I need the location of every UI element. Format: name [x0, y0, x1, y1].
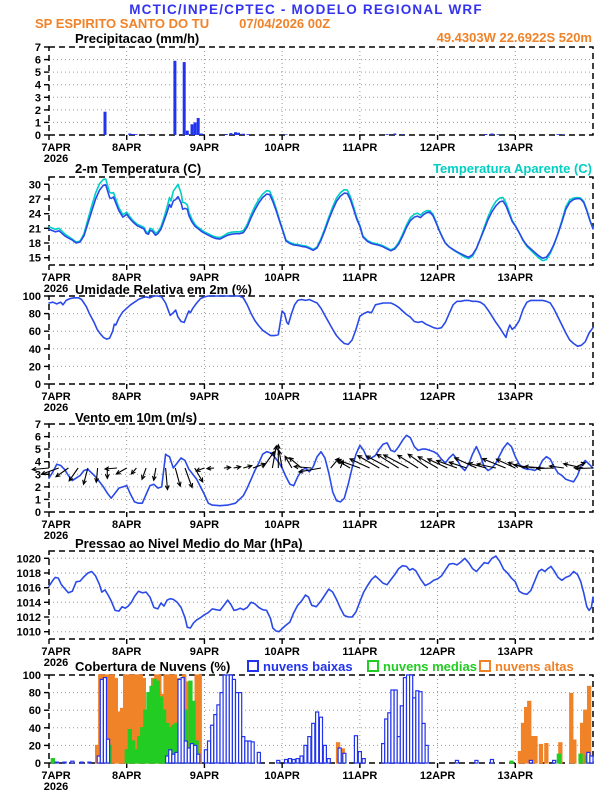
svg-text:1: 1	[34, 494, 41, 507]
svg-text:21: 21	[28, 223, 41, 236]
svg-text:9APR: 9APR	[189, 519, 220, 531]
svg-text:2026: 2026	[43, 283, 69, 295]
svg-text:2026: 2026	[43, 657, 69, 669]
svg-text:9APR: 9APR	[189, 142, 220, 154]
svg-text:8APR: 8APR	[112, 142, 142, 154]
svg-text:0: 0	[34, 758, 41, 770]
panel-title-precipitacao: Precipitacao (mm/h)	[75, 31, 200, 46]
svg-text:24: 24	[28, 208, 41, 221]
svg-text:8APR: 8APR	[112, 519, 142, 531]
svg-text:20: 20	[28, 361, 41, 374]
svg-text:10APR: 10APR	[264, 391, 300, 403]
svg-text:15: 15	[28, 252, 41, 265]
svg-text:13APR: 13APR	[497, 646, 534, 658]
station-line	[35, 16, 330, 31]
svg-text:11APR: 11APR	[342, 646, 378, 658]
svg-text:40: 40	[28, 722, 41, 735]
humidity-chart	[0, 291, 612, 414]
svg-text:4: 4	[34, 456, 41, 469]
svg-text:0: 0	[34, 130, 41, 142]
svg-text:1020: 1020	[16, 553, 41, 566]
legend-nuvens-medias: nuvens medias	[367, 659, 477, 674]
svg-text:13APR: 13APR	[497, 391, 534, 403]
legend-nuvens-altas: nuvens altas	[479, 659, 574, 674]
svg-text:7APR: 7APR	[41, 519, 71, 531]
svg-text:100: 100	[22, 291, 41, 303]
svg-text:6: 6	[34, 54, 41, 67]
svg-text:12APR: 12APR	[419, 519, 456, 531]
svg-text:18: 18	[28, 238, 41, 250]
svg-text:1014: 1014	[16, 597, 41, 610]
svg-text:10APR: 10APR	[264, 519, 300, 531]
svg-text:100: 100	[22, 670, 41, 682]
panel-title-nuvens: Cobertura de Nuvens (%)	[75, 659, 231, 674]
svg-text:3: 3	[34, 92, 41, 105]
svg-text:8APR: 8APR	[112, 272, 142, 284]
page-title: MCTIC/INPE/CPTEC - MODELO REGIONAL WRF	[129, 2, 483, 17]
legend-nuvens-baixas: nuvens baixas	[247, 659, 353, 674]
svg-text:2: 2	[34, 104, 41, 117]
svg-text:0: 0	[34, 507, 41, 519]
svg-text:20: 20	[28, 740, 41, 753]
svg-text:1012: 1012	[16, 612, 41, 624]
svg-text:0: 0	[34, 379, 41, 391]
svg-text:12APR: 12APR	[419, 272, 456, 284]
svg-text:7APR: 7APR	[41, 770, 71, 782]
svg-text:7: 7	[34, 419, 41, 431]
svg-text:11APR: 11APR	[342, 142, 378, 154]
svg-text:7APR: 7APR	[41, 142, 71, 154]
precipitation-chart	[0, 42, 612, 165]
svg-text:9APR: 9APR	[189, 770, 220, 782]
svg-text:2026: 2026	[43, 153, 69, 165]
nuvens-baixas-swatch-icon	[247, 660, 259, 672]
svg-text:10APR: 10APR	[264, 272, 300, 284]
svg-text:2026: 2026	[43, 530, 69, 542]
svg-text:9APR: 9APR	[189, 391, 220, 403]
svg-text:10APR: 10APR	[264, 142, 300, 154]
svg-text:1010: 1010	[16, 626, 41, 639]
svg-text:10APR: 10APR	[264, 646, 300, 658]
svg-text:8APR: 8APR	[112, 391, 142, 403]
svg-text:2: 2	[34, 481, 41, 494]
svg-text:5: 5	[34, 444, 41, 457]
svg-text:12APR: 12APR	[419, 770, 456, 782]
svg-text:7APR: 7APR	[41, 272, 71, 284]
svg-text:3: 3	[34, 469, 41, 482]
svg-text:7APR: 7APR	[41, 646, 71, 658]
svg-text:8APR: 8APR	[112, 646, 142, 658]
svg-text:6: 6	[34, 431, 41, 444]
svg-text:7: 7	[34, 42, 41, 54]
nuvens-medias-swatch-icon	[367, 660, 379, 672]
cloud-cover-chart	[0, 670, 612, 792]
station-name: SP ESPIRITO SANTO DO TU	[35, 16, 210, 31]
svg-text:30: 30	[28, 179, 41, 192]
nuvens-altas-swatch-icon	[479, 660, 491, 672]
svg-text:13APR: 13APR	[497, 770, 534, 782]
svg-text:13APR: 13APR	[497, 142, 534, 154]
svg-text:13APR: 13APR	[497, 272, 534, 284]
svg-text:80: 80	[28, 308, 41, 321]
svg-text:9APR: 9APR	[189, 272, 220, 284]
svg-text:12APR: 12APR	[419, 646, 456, 658]
svg-text:5: 5	[34, 67, 41, 80]
panel-title-temperatura: 2-m Temperatura (C)	[75, 161, 202, 176]
svg-text:7APR: 7APR	[41, 391, 71, 403]
panel-title-umidade: Umidade Relativa em 2m (%)	[75, 282, 253, 297]
svg-text:60: 60	[28, 705, 41, 718]
svg-text:1: 1	[34, 117, 41, 130]
svg-text:60: 60	[28, 326, 41, 339]
wind-chart	[0, 419, 612, 542]
svg-text:9APR: 9APR	[189, 646, 220, 658]
pressure-chart	[0, 551, 612, 667]
temperature-chart	[0, 177, 612, 293]
svg-text:2026: 2026	[43, 781, 69, 792]
panel-title-vento: Vento em 10m (m/s)	[75, 410, 198, 425]
svg-text:12APR: 12APR	[419, 142, 456, 154]
svg-text:1016: 1016	[16, 582, 41, 595]
svg-text:80: 80	[28, 687, 41, 700]
svg-text:13APR: 13APR	[497, 519, 534, 531]
panel-title-pressao: Pressao ao Nivel Medio do Mar (hPa)	[75, 536, 303, 551]
svg-text:8APR: 8APR	[112, 770, 142, 782]
svg-text:11APR: 11APR	[342, 770, 378, 782]
svg-text:1018: 1018	[16, 568, 41, 580]
run-datetime: 07/04/2026 00Z	[239, 16, 331, 31]
svg-text:12APR: 12APR	[419, 391, 456, 403]
svg-text:11APR: 11APR	[342, 391, 378, 403]
svg-text:40: 40	[28, 343, 41, 356]
svg-text:11APR: 11APR	[342, 519, 378, 531]
svg-text:27: 27	[28, 194, 41, 206]
location-coordinates: 49.4303W 22.6922S 520m	[436, 30, 592, 45]
svg-text:4: 4	[34, 79, 41, 92]
svg-text:10APR: 10APR	[264, 770, 300, 782]
svg-text:11APR: 11APR	[342, 272, 378, 284]
apparent-temperature-label: Temperatura Aparente (C)	[433, 161, 592, 176]
svg-text:2026: 2026	[43, 402, 69, 414]
